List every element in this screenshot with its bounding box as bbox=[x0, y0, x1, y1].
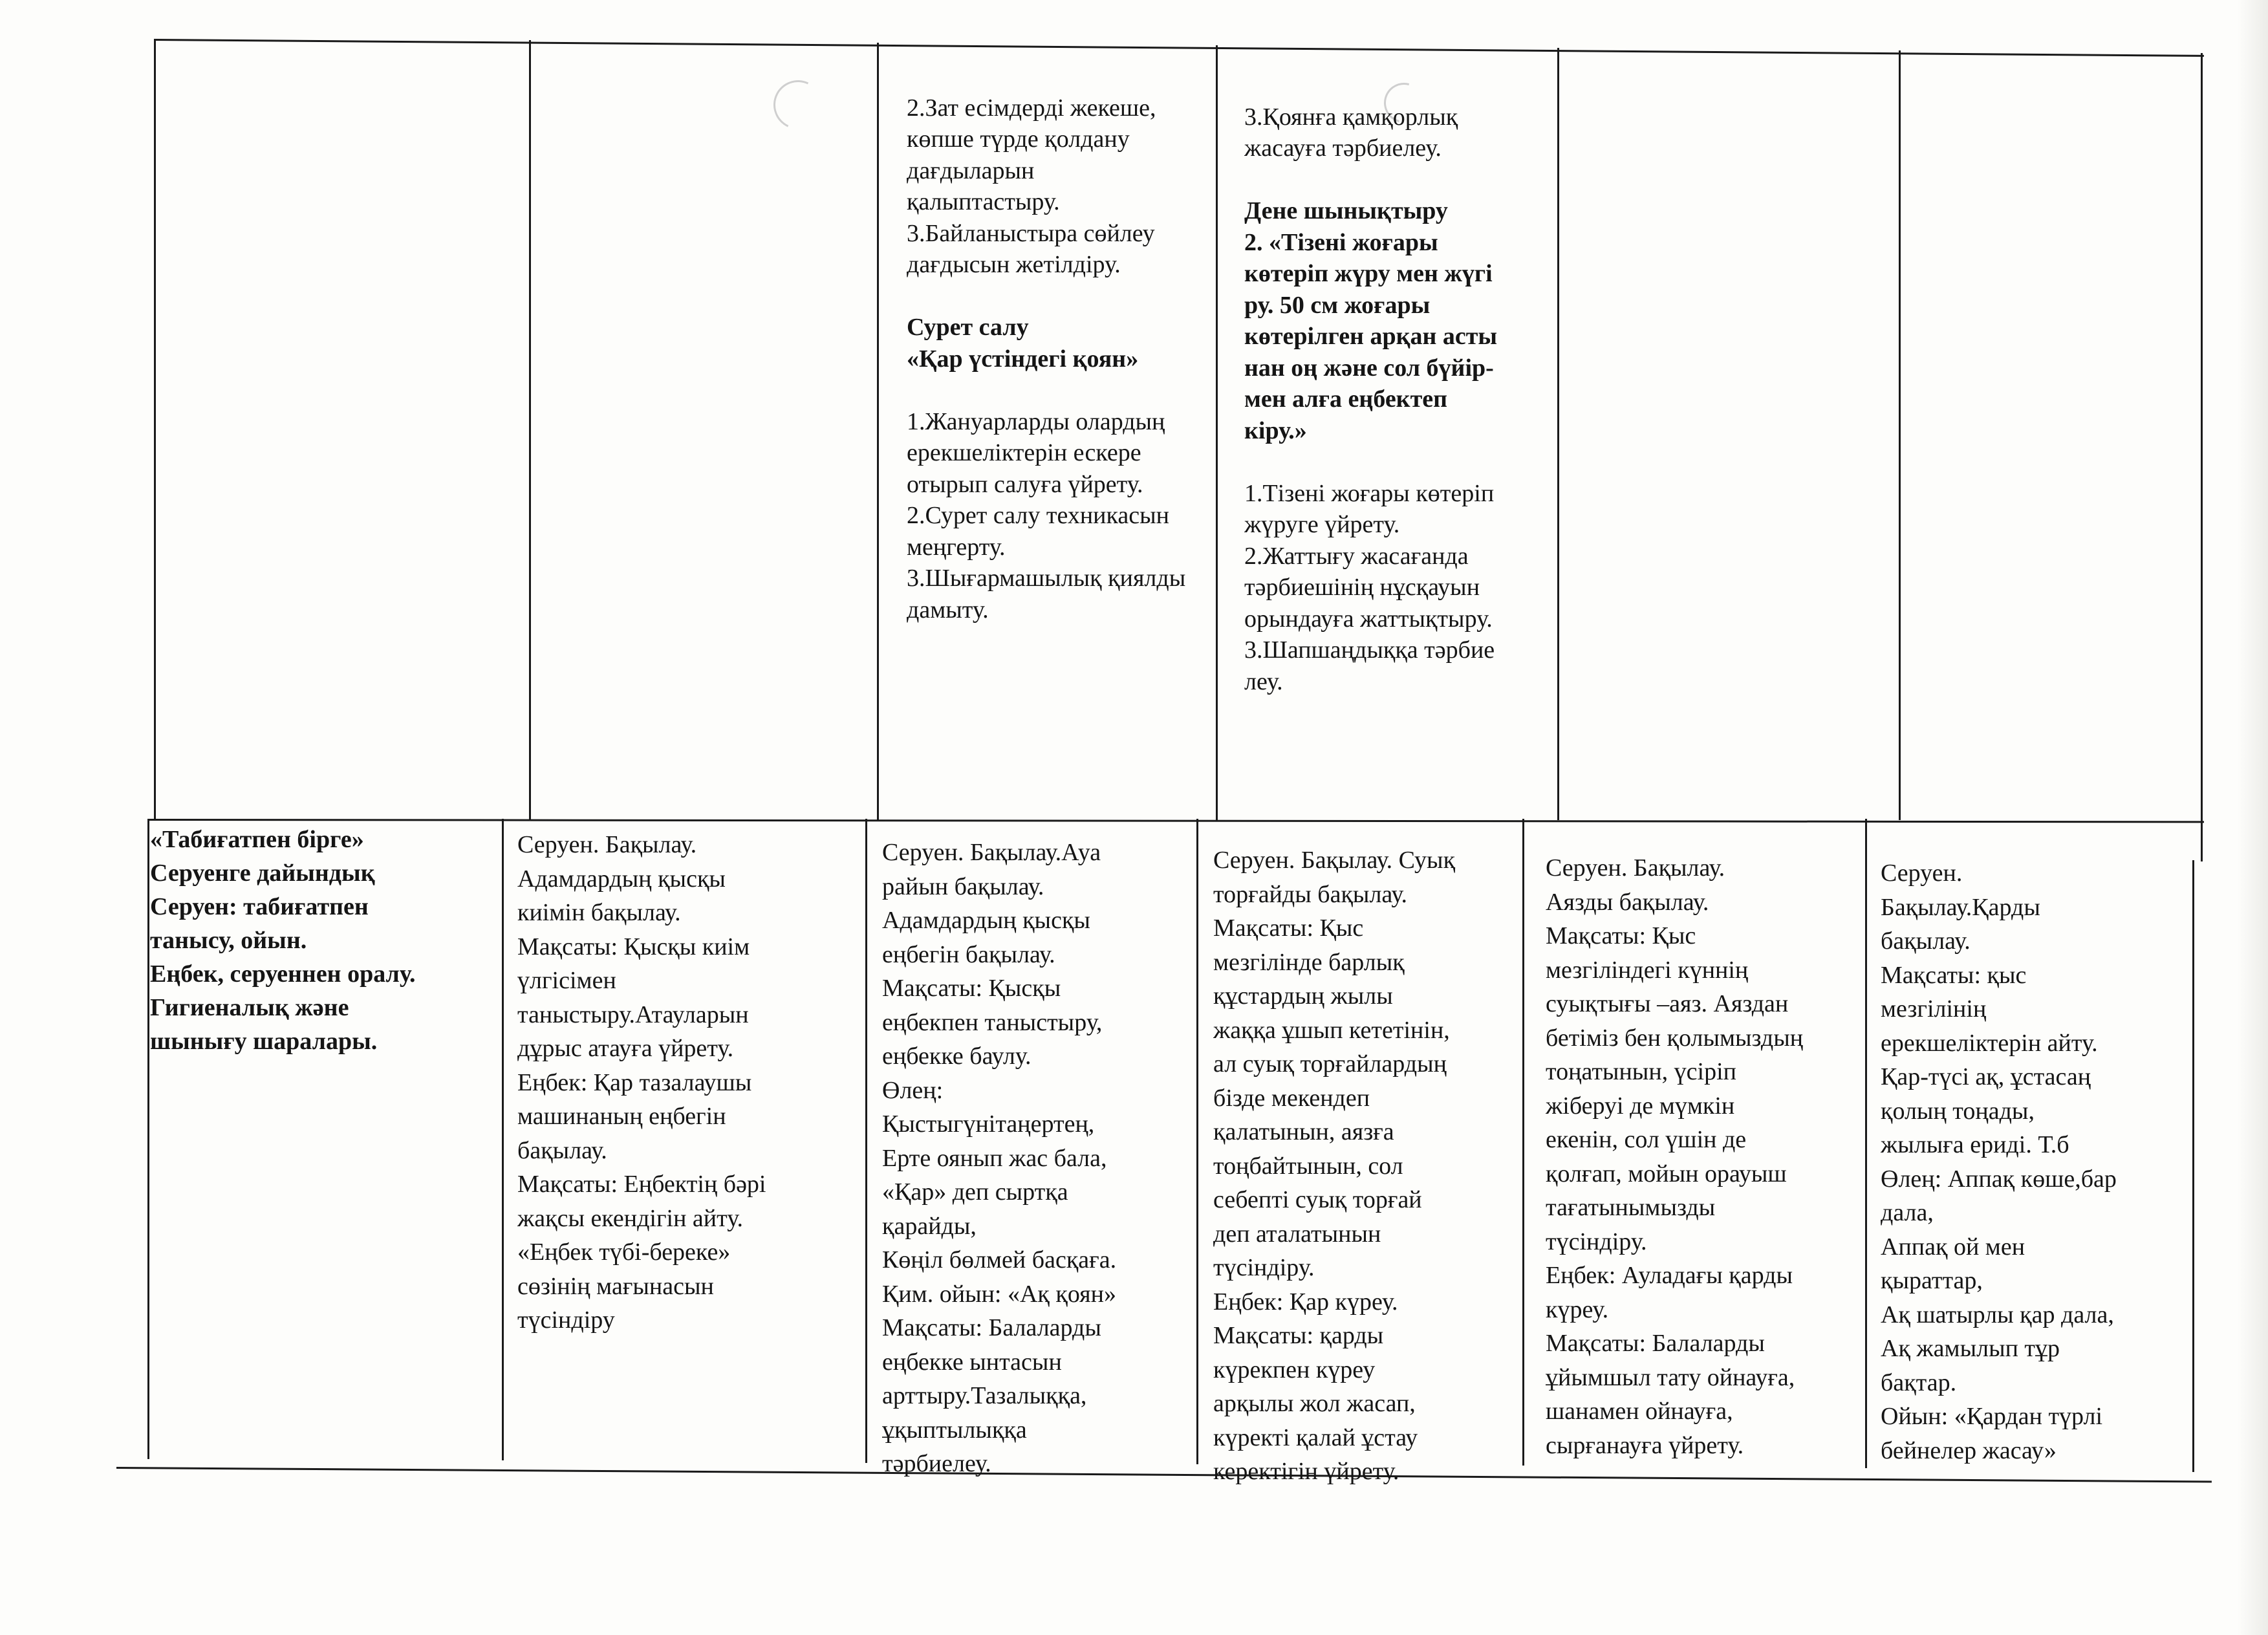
cell-top-col4 bbox=[1244, 70, 1552, 729]
walk-day1: Серуен. Бақылау. Адамдардың қысқы киімін бақылау. Мақсаты: Қысқы киім үлгісімен таныстыру.Атауларын дұрыс атауға үйрету. Еңбек: Қар тазалаушы машинаның еңбегін бақылау. Мақсаты: Еңбектің бәрі жақсы екендігін айту. «Еңбек түбі-береке» сөзінің мағынасын түсіндіру bbox=[517, 831, 766, 1334]
pe-lesson-heading: Дене шынықтыру 2. «Тізені жоғары көтеріп жүру мен жүгі ру. 50 см жоғары көтерілген арқан асты нан оң және сол бүйір- мен алға еңбектеп кіру.» bbox=[1244, 197, 1498, 444]
walk-row-label: «Табиғатпен бірге» Серуенге дайындық Серуен: табиғатпен танысу, ойын. Еңбек, серуеннен оралу. Гигиеналық және шынығу шаралары. bbox=[150, 826, 416, 1055]
column-border bbox=[502, 819, 504, 1460]
column-border bbox=[147, 819, 149, 1459]
cell-top-col4-goals: 1.Тізені жоғары көтеріп жүруге үйрету. 2.Жаттығу жасағанда тәрбиешінің нұсқауын орындауға жаттықтыру. 3.Шапшаңдыққа тәрбие леу. bbox=[1244, 479, 1495, 695]
column-border bbox=[529, 40, 531, 820]
table-top-border bbox=[154, 39, 2204, 57]
walk-day2: Серуен. Бақылау.Ауа райын бақылау. Адамдардың қысқы еңбегін бақылау. Мақсаты: Қысқы еңбекпен таныстыру, еңбекке баулу. Өлең: Қыстыгүнітаңертең, Ерте оянып жас бала, «Қар» деп сыртқа қарайды, Көңіл бөлмей басқаға. Қим. ойын: «Ақ қоян» Мақсаты: Балаларды еңбекке ынтасын арттыру.Тазалыққа, ұқыптылыққа тәрбиелеу. bbox=[882, 839, 1117, 1477]
cell-top-col3-goals: 1.Жануарларды олардың ерекшеліктерін ескере отырып салуға үйрету. 2.Сурет салу техникасын меңгерту. 3.Шығармашылық қиялды дамыту. bbox=[907, 407, 1186, 623]
cell-top-col4-text: 3.Қоянға қамқорлық жасауға тәрбиелеу. bbox=[1244, 103, 1458, 162]
column-border bbox=[1899, 50, 1901, 820]
column-border bbox=[2201, 53, 2203, 861]
column-border bbox=[1865, 819, 1867, 1468]
column-border bbox=[877, 43, 879, 820]
cell-top-col3 bbox=[907, 61, 1211, 657]
column-border bbox=[1522, 819, 1524, 1466]
drawing-lesson-heading: Сурет салу «Қар үстіндегі қоян» bbox=[907, 314, 1139, 373]
column-border bbox=[1216, 45, 1218, 820]
walk-day4: Серуен. Бақылау. Аязды бақылау. Мақсаты: Қыс мезгіліндегі күннің суықтығы –аяз. Аяздан бетіміз бен қолымыздың тоңатынын, үсіріп жіберуі де мүмкін екенін, сол үшін де қолғап, мойын орауыш тағатынымызды түсіндіру. Еңбек: Ауладағы қарды күреу. Мақсаты: Балаларды ұйымшыл тату ойнауға, шанамен ойнауға, сырғанауға үйрету. bbox=[1546, 854, 1804, 1459]
column-border bbox=[154, 39, 156, 820]
cell-top-col3-text: 2.Зат есімдерді жекеше, көпше түрде қолдану дағдыларын қалыптастыру. 3.Байланыстыра сөйлеу дағдысын жетілдіру. bbox=[907, 94, 1156, 278]
column-border bbox=[1557, 48, 1559, 820]
walk-day3: Серуен. Бақылау. Суық торғайды бақылау. Мақсаты: Қыс мезгілінде барлық құстардың жылы жаққа ұшып кететінін, ал суық торғайлардың бізде мекендеп қалатынын, аязға тоңбайтынын, сол себепті суық торғай деп аталатынын түсіндіру. Еңбек: Қар күреу. Мақсаты: қарды күрекпен күреу арқылы жол жасап, күректі қалай ұстау керектігін үйрету. bbox=[1213, 847, 1456, 1485]
scan-mark bbox=[766, 73, 829, 136]
column-border bbox=[2192, 860, 2194, 1472]
column-border bbox=[1196, 819, 1198, 1464]
scan-edge bbox=[2238, 0, 2268, 1635]
walk-day5: Серуен. Бақылау.Қарды бақылау. Мақсаты: қыс мезгілінің ерекшеліктерін айту. Қар-түсі ақ, ұстасаң қолың тоңады, жылыға ериді. Т.б Өлең: Аппақ көше,бар дала, Аппақ ой мен қыраттар, Ақ шатырлы қар дала, Ақ жамылып тұр бақтар. Ойын: «Қардан түрлі бейнелер жасау» bbox=[1881, 860, 2117, 1464]
